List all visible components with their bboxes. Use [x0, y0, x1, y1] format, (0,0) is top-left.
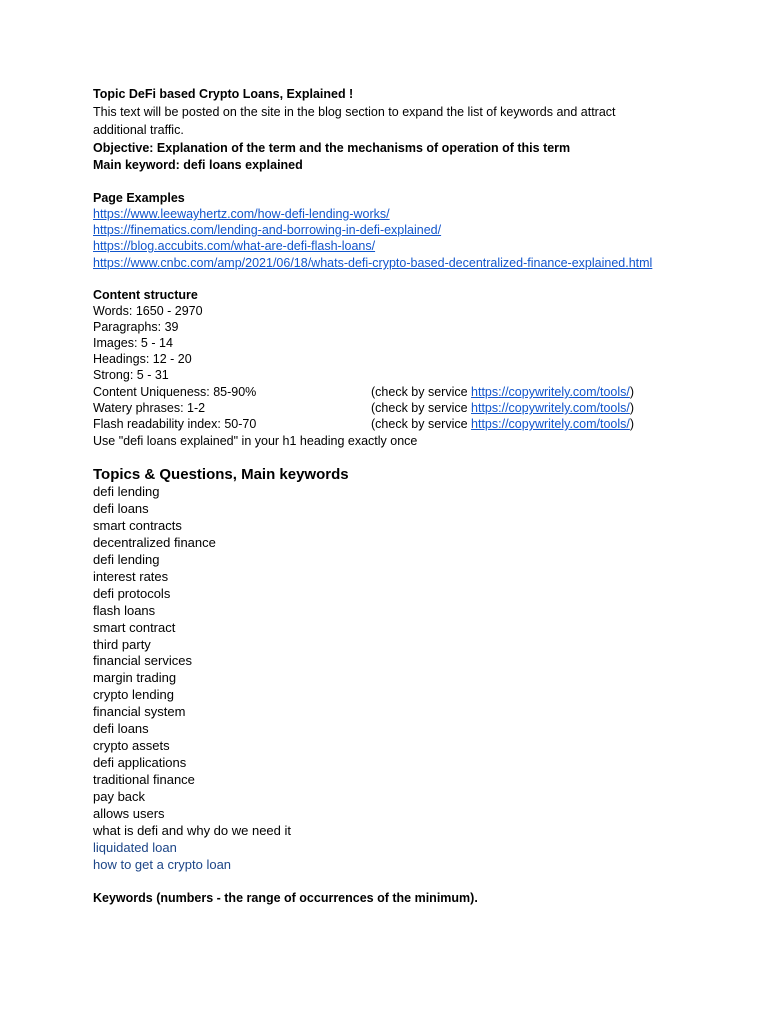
check-note	[371, 416, 634, 432]
example-link[interactable]: https://blog.accubits.com/what-are-defi-flash-loans/	[93, 239, 376, 253]
keywords-note: Keywords (numbers - the range of occurrences of the minimum).	[93, 891, 478, 905]
check-prefix: (check by service	[371, 417, 472, 431]
keyword-item: smart contract	[93, 620, 176, 635]
copywritely-link[interactable]: https://copywritely.com/tools/	[471, 385, 630, 399]
keyword-item: interest rates	[93, 569, 169, 584]
description-line-1: This text will be posted on the site in the blog section to expand the list of keywords and attract	[93, 105, 616, 119]
objective: Objective: Explanation of the term and the mechanisms of operation of this term	[93, 141, 571, 155]
content-structure-heading: Content structure	[93, 288, 198, 302]
keyword-item: defi applications	[93, 755, 187, 770]
paragraphs-count: Paragraphs: 39	[93, 320, 179, 334]
watery-phrases: Watery phrases: 1-2	[93, 401, 206, 415]
keyword-item: decentralized finance	[93, 535, 216, 550]
copywritely-link[interactable]: https://copywritely.com/tools/	[471, 401, 630, 415]
topic-title: Topic DeFi based Crypto Loans, Explained !	[93, 87, 354, 101]
example-link[interactable]: https://www.leewayhertz.com/how-defi-lending-works/	[93, 207, 390, 221]
check-note	[371, 384, 634, 400]
keyword-item: defi protocols	[93, 586, 171, 601]
main-keyword: Main keyword: defi loans explained	[93, 158, 303, 172]
keyword-item: how to get a crypto loan	[93, 857, 232, 872]
keyword-item: defi lending	[93, 484, 160, 499]
keyword-item: margin trading	[93, 670, 177, 685]
images-count: Images: 5 - 14	[93, 336, 173, 350]
check-note	[371, 400, 634, 416]
words-count: Words: 1650 - 2970	[93, 304, 203, 318]
strong-count: Strong: 5 - 31	[93, 368, 169, 382]
keyword-item: pay back	[93, 789, 146, 804]
example-link[interactable]: https://finematics.com/lending-and-borrowing-in-defi-explained/	[93, 223, 442, 237]
keyword-item: smart contracts	[93, 518, 182, 533]
keyword-item: liquidated loan	[93, 840, 177, 855]
readability-index: Flash readability index: 50-70	[93, 417, 257, 431]
keyword-item: defi lending	[93, 552, 160, 567]
check-prefix: (check by service	[371, 385, 472, 399]
page-examples-heading: Page Examples	[93, 191, 185, 205]
description-line-2: additional traffic.	[93, 123, 184, 137]
keyword-item: third party	[93, 637, 151, 652]
example-link[interactable]: https://www.cnbc.com/amp/2021/06/18/whats-defi-crypto-based-decentralized-finance-explained.html	[93, 256, 653, 270]
keyword-item: crypto assets	[93, 738, 170, 753]
keyword-item: financial system	[93, 704, 186, 719]
keyword-item: crypto lending	[93, 687, 174, 702]
check-suffix: )	[629, 385, 635, 399]
h1-usage-note: Use "defi loans explained" in your h1 heading exactly once	[93, 434, 418, 448]
keyword-item: defi loans	[93, 501, 149, 516]
keyword-item: defi loans	[93, 721, 149, 736]
content-uniqueness: Content Uniqueness: 85-90%	[93, 385, 257, 399]
check-suffix: )	[629, 401, 635, 415]
copywritely-link[interactable]: https://copywritely.com/tools/	[471, 417, 630, 431]
keyword-item: allows users	[93, 806, 165, 821]
headings-count: Headings: 12 - 20	[93, 352, 192, 366]
keyword-item: traditional finance	[93, 772, 195, 787]
keyword-item: financial services	[93, 653, 192, 668]
topics-heading: Topics & Questions, Main keywords	[93, 466, 349, 483]
keyword-item: flash loans	[93, 603, 156, 618]
keyword-item: what is defi and why do we need it	[93, 823, 292, 838]
check-prefix: (check by service	[371, 401, 472, 415]
check-suffix: )	[629, 417, 635, 431]
